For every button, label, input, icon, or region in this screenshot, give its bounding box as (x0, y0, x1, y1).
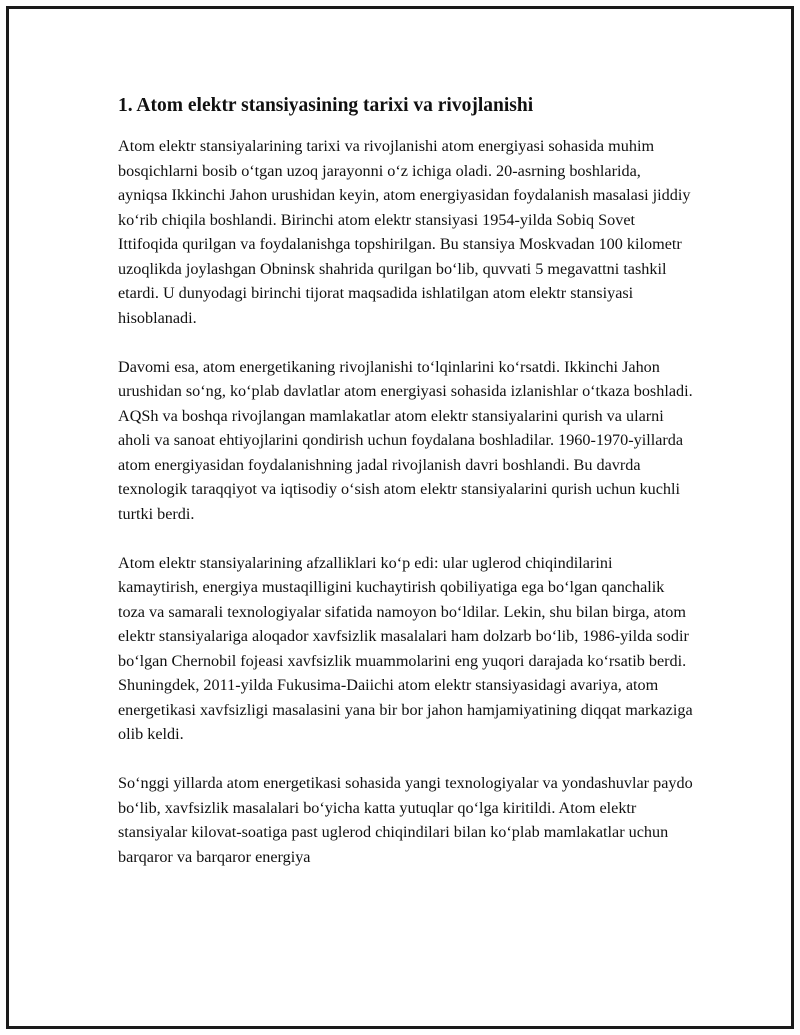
section-heading: 1. Atom elektr stansiyasining tarixi va rivojlanishi (118, 95, 534, 116)
paragraph-recent-years: Soʻnggi yillarda atom energetikasi sohasida yangi texnologiyalar va yondashuvlar paydo boʻlib, xavfsizlik masalalari boʻyicha katta yutuqlar qoʻlga kiritildi. Atom elektr stansiyalar kilovat-soatiga past uglerod chiqindilari bilan koʻplab mamlakatlar uchun barqaror va barqaror energiya (118, 774, 693, 866)
paragraph-development: Davomi esa, atom energetikaning rivojlanishi toʻlqinlarini koʻrsatdi. Ikkinchi Jahon urushidan soʻng, koʻplab davlatlar atom energiyasi sohasida izlanishlar oʻtkaza boshladi. AQSh va boshqa rivojlangan mamlakatlar atom elektr stansiyalarini qurish va ularni aholi va sanoat ehtiyojlarini qondirish uchun foydalana boshladilar. 1960-1970-yillarda atom energiyasidan foydalanishning jadal rivojlanish davri boshlandi. Bu davrda texnologik taraqqiyot va iqtisodiy oʻsish atom elektr stansiyalarini qurish uchun kuchli turtki berdi. (118, 357, 693, 523)
paragraph-history: Atom elektr stansiyalarining tarixi va rivojlanishi atom energiyasi sohasida muhim bosqichlarni bosib oʻtgan uzoq jarayonni oʻz ichiga oladi. 20-asrning boshlarida, ayniqsa Ikkinchi Jahon urushidan keyin, atom energiyasidan foydalanish masalasi jiddiy koʻrib chiqila boshlandi. Birinchi atom elektr stansiyasi 1954-yilda Sobiq Sovet Ittifoqida qurilgan va foydalanishga topshirilgan. Bu stansiya Moskvadan 100 kilometr uzoqlikda joylashgan Obninsk shahrida qurilgan boʻlib, quvvati 5 megavattni tashkil etardi. U dunyodagi birinchi tijorat maqsadida ishlatilgan atom elektr stansiyasi hisoblanadi. (118, 137, 691, 327)
document-body (118, 92, 693, 894)
paragraph-advantages-safety: Atom elektr stansiyalarining afzalliklari koʻp edi: ular uglerod chiqindilarini kamaytirish, energiya mustaqilligini kuchaytirish qobiliyatiga ega boʻlgan qanchalik toza va samarali texnologiyalar sifatida namoyon boʻldilar. Lekin, shu bilan birga, atom elektr stansiyalariga aloqador xavfsizlik masalalari ham dolzarb boʻlib, 1986-yilda sodir boʻlgan Chernobil fojeasi xavfsizlik muammolarini eng yuqori darajada koʻrsatib berdi. Shuningdek, 2011-yilda Fukusima-Daiichi atom elektr stansiyasidagi avariya, atom energetikasi xavfsizligi masalasini yana bir bor jahon hamjamiyatining diqqat markaziga olib keldi. (118, 553, 693, 743)
